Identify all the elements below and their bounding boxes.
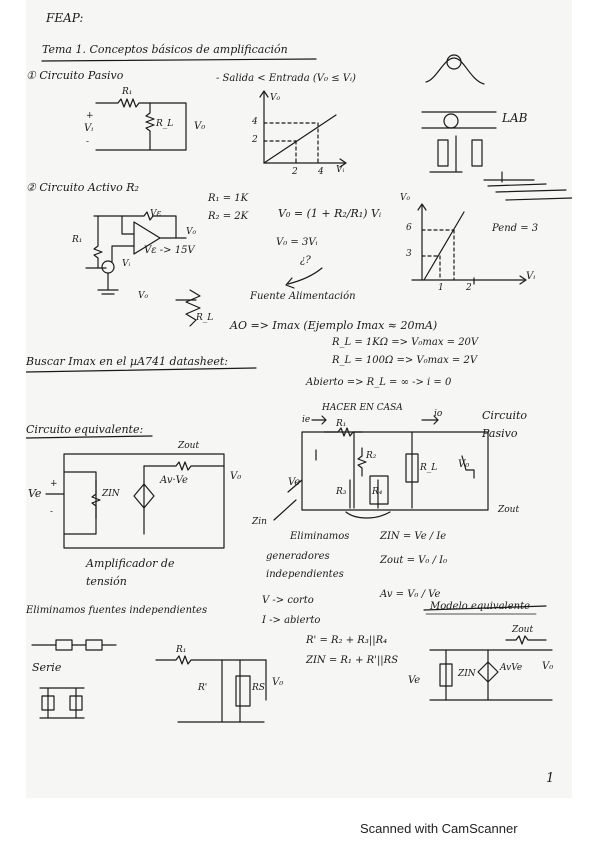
eq-label-minus: -: [50, 507, 54, 517]
scanned-page: [26, 0, 572, 798]
value-r2: R₂ = 2K: [208, 211, 249, 222]
pasivo2-heading-2: Pasivo: [482, 427, 518, 440]
handwritten-ink: [26, 0, 572, 798]
label-minus: -: [86, 137, 90, 147]
section2-heading: ② Circuito Activo R₂: [26, 181, 139, 194]
section1-note: - Salida < Entrada (V₀ ≤ Vᵢ): [216, 73, 356, 84]
mc-label-zout: Zout: [512, 625, 534, 635]
p2-label-r4: R₄: [372, 487, 383, 497]
label-rl-op: R_L: [196, 313, 214, 323]
mc-label-ve: Ve: [408, 675, 421, 686]
buscar-line: Buscar Imax en el µA741 datasheet:: [26, 355, 228, 368]
p2-label-r3: R₃: [336, 487, 347, 497]
graph1-xaxis: Vᵢ: [336, 165, 345, 175]
graph1-xtick-2: 2: [292, 167, 298, 177]
graph2-note: Pend = 3: [492, 223, 539, 234]
graph1-ytick-2: 2: [252, 135, 258, 145]
series-sketch: [32, 640, 116, 718]
p2-label-ie: ie: [302, 415, 311, 425]
buscar-underline: [26, 368, 256, 372]
eq-av: Av = V₀ / Ve: [380, 589, 441, 600]
p2-label-ve: Ve: [288, 477, 301, 488]
mc-label-vo: V₀: [542, 661, 554, 672]
p2-label-rl: R_L: [420, 463, 438, 473]
graph-2: [412, 204, 526, 284]
gain-formula-2: V₀ = 3Vᵢ: [276, 237, 318, 248]
label-r1-op: R₁: [72, 235, 83, 245]
graph2-xaxis: Vᵢ: [526, 271, 536, 282]
label-plus: +: [86, 111, 94, 121]
caption-line1: Amplificador de: [86, 557, 175, 570]
graph2-yaxis: V₀: [400, 193, 411, 203]
eq-label-zin: ZIN: [102, 489, 120, 499]
eq-label-plus: +: [50, 479, 58, 489]
fuentes-line: Eliminamos fuentes independientes: [26, 605, 208, 616]
opamp-circuit: [86, 209, 200, 326]
mc-label-source: AvVe: [500, 663, 523, 673]
eq-label-source: Av·Ve: [160, 475, 188, 486]
equivalente-heading: Circuito equivalente:: [26, 423, 144, 436]
modelo-heading: Modelo equivalente: [430, 601, 531, 612]
bc-label-rs: RS: [252, 683, 265, 693]
hacer-en-casa: HACER EN CASA: [322, 403, 403, 413]
label-rl: R_L: [156, 119, 174, 129]
eq-label-zout: Zout: [178, 441, 200, 451]
eq-label-ve: Ve: [28, 487, 42, 500]
value-r1: R₁ = 1K: [208, 193, 249, 204]
lab-label: LAB: [502, 111, 528, 125]
graph1-ytick-4: 4: [252, 117, 258, 127]
modelo-circuit: [424, 606, 552, 700]
fuente-arrow: [288, 268, 322, 284]
elim-line1: Eliminamos: [290, 531, 350, 542]
ao-line1: AO => Imax (Ejemplo Imax ≈ 20mA): [230, 319, 438, 332]
p2-label-r2: R₂: [366, 451, 377, 461]
elim-line3: independientes: [266, 569, 344, 580]
scanner-footer: Scanned with CamScanner: [360, 821, 518, 836]
section1-heading: ① Circuito Pasivo: [26, 69, 124, 82]
p2-label-io: io: [434, 409, 443, 419]
gain-formula: V₀ = (1 + R₂/R₁) Vᵢ: [278, 207, 382, 220]
label-vo: V₀: [194, 121, 206, 132]
graph2-xtick-2: 2: [466, 283, 472, 293]
bc-label-r1: R₁: [176, 645, 187, 655]
page-title: Tema 1. Conceptos básicos de amplificación: [42, 43, 288, 56]
p2-label-vo: V₀: [458, 459, 470, 470]
rule-i: I -> abierto: [262, 615, 321, 626]
ao-line3: R_L = 100Ω => V₀max = 2V: [332, 355, 478, 366]
serie-label: Serie: [32, 661, 62, 674]
lab-sketch: [422, 55, 572, 200]
elim-line2: generadores: [266, 551, 330, 562]
graph2-ytick-6: 6: [406, 223, 412, 233]
graph1-xtick-4: 4: [318, 167, 324, 177]
label-r1: R₁: [122, 87, 133, 97]
graph2-xtick-1: 1: [438, 283, 444, 293]
p2-label-zout: Zout: [498, 505, 520, 515]
equivalent-circuit: [46, 454, 224, 548]
label-vo-op: V₀: [186, 227, 197, 237]
eq-label-vo: V₀: [230, 471, 242, 482]
ao-line4: Abierto => R_L = ∞ -> i = 0: [306, 377, 452, 388]
pasivo2-heading-1: Circuito: [482, 409, 527, 422]
header: FEAP:: [46, 11, 84, 25]
label-vi: Vᵢ: [84, 123, 94, 134]
bc-label-vo: V₀: [272, 677, 284, 688]
p2-label-r1: R₁: [336, 419, 347, 429]
eq-zin2: ZIN = R₁ + R'||RS: [306, 655, 399, 666]
bc-label-rp: R': [198, 683, 208, 693]
ao-line2: R_L = 1KΩ => V₀max = 20V: [332, 337, 479, 348]
passive-circuit-2: [274, 416, 488, 520]
eq-rprime: R' = R₂ + R₃||R₄: [306, 635, 388, 646]
bottom-circuit: [156, 656, 266, 722]
eq-zout: Zout = V₀ / I₀: [380, 555, 448, 566]
caption-line2: tensión: [86, 575, 127, 588]
page-number: 1: [546, 771, 555, 786]
mc-label-zin: ZIN: [458, 669, 476, 679]
eq-zin: ZIN = Ve / Ie: [380, 531, 447, 542]
label-ve-op: Vε: [150, 209, 162, 219]
fuente-label: Fuente Alimentación: [250, 291, 356, 302]
question: ¿?: [300, 255, 311, 266]
label-vo2-op: V₀: [138, 291, 149, 301]
rule-v: V -> corto: [262, 595, 314, 606]
p2-label-zin: Zin: [252, 517, 267, 527]
title-underline: [42, 59, 316, 61]
label-vi-op: Vᵢ: [122, 259, 131, 269]
graph1-yaxis: V₀: [270, 93, 281, 103]
supply-label: Vε -> 15V: [144, 245, 195, 256]
graph2-ytick-3: 3: [406, 249, 412, 259]
